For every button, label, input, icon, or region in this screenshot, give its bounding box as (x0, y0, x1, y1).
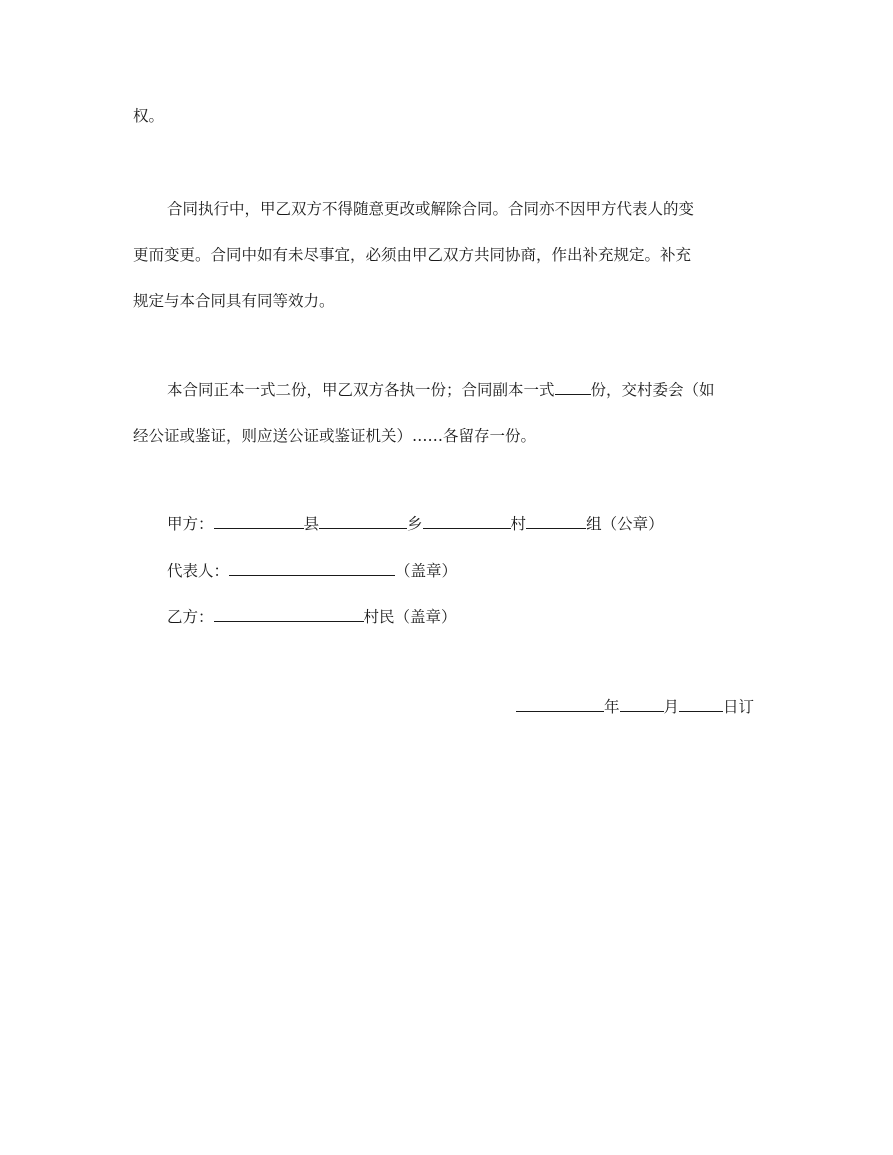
paragraph-3-text-b: 份，交村委会（如 (590, 381, 715, 399)
paragraph-2-line-2: 更而变更。合同中如有未尽事宜，必须由甲乙双方共同协商，作出补充规定。补充 (133, 246, 692, 264)
representative-label: 代表人： (167, 562, 230, 580)
paragraph-2-line-1: 合同执行中，甲乙双方不得随意更改或解除合同。合同亦不因甲方代表人的变 (167, 200, 695, 218)
representative-line (167, 561, 457, 581)
county-blank (214, 514, 304, 529)
day-label: 日订 (723, 698, 755, 716)
party-b-blank (214, 607, 364, 622)
day-blank (679, 697, 723, 712)
representative-seal-label: （盖章） (395, 562, 458, 580)
year-blank (516, 697, 604, 712)
copies-blank (555, 380, 591, 395)
paragraph-3-text-a: 本合同正本一式二份，甲乙双方各执一份；合同副本一式 (167, 381, 555, 399)
township-blank (319, 514, 407, 529)
month-blank (620, 697, 664, 712)
party-b-label: 乙方： (167, 608, 214, 626)
village-blank (423, 514, 511, 529)
paragraph-1-line-1: 权。 (133, 107, 165, 125)
representative-blank (229, 561, 395, 576)
year-label: 年 (604, 698, 620, 716)
party-b-line (167, 607, 457, 627)
date-line (516, 697, 754, 717)
month-label: 月 (663, 698, 680, 716)
paragraph-3-line-1 (167, 380, 715, 400)
township-label: 乡 (407, 515, 423, 533)
party-a-label: 甲方： (167, 515, 214, 533)
paragraph-2-line-3: 规定与本合同具有同等效力。 (133, 292, 335, 310)
group-seal-label: 组（公章） (586, 515, 664, 533)
county-label: 县 (303, 515, 320, 533)
party-a-line (167, 514, 664, 534)
village-label: 村 (510, 515, 527, 533)
paragraph-3-line-2: 经公证或鉴证，则应送公证或鉴证机关）……各留存一份。 (133, 427, 537, 445)
party-b-suffix: 村民（盖章） (363, 608, 457, 626)
group-blank (526, 514, 586, 529)
